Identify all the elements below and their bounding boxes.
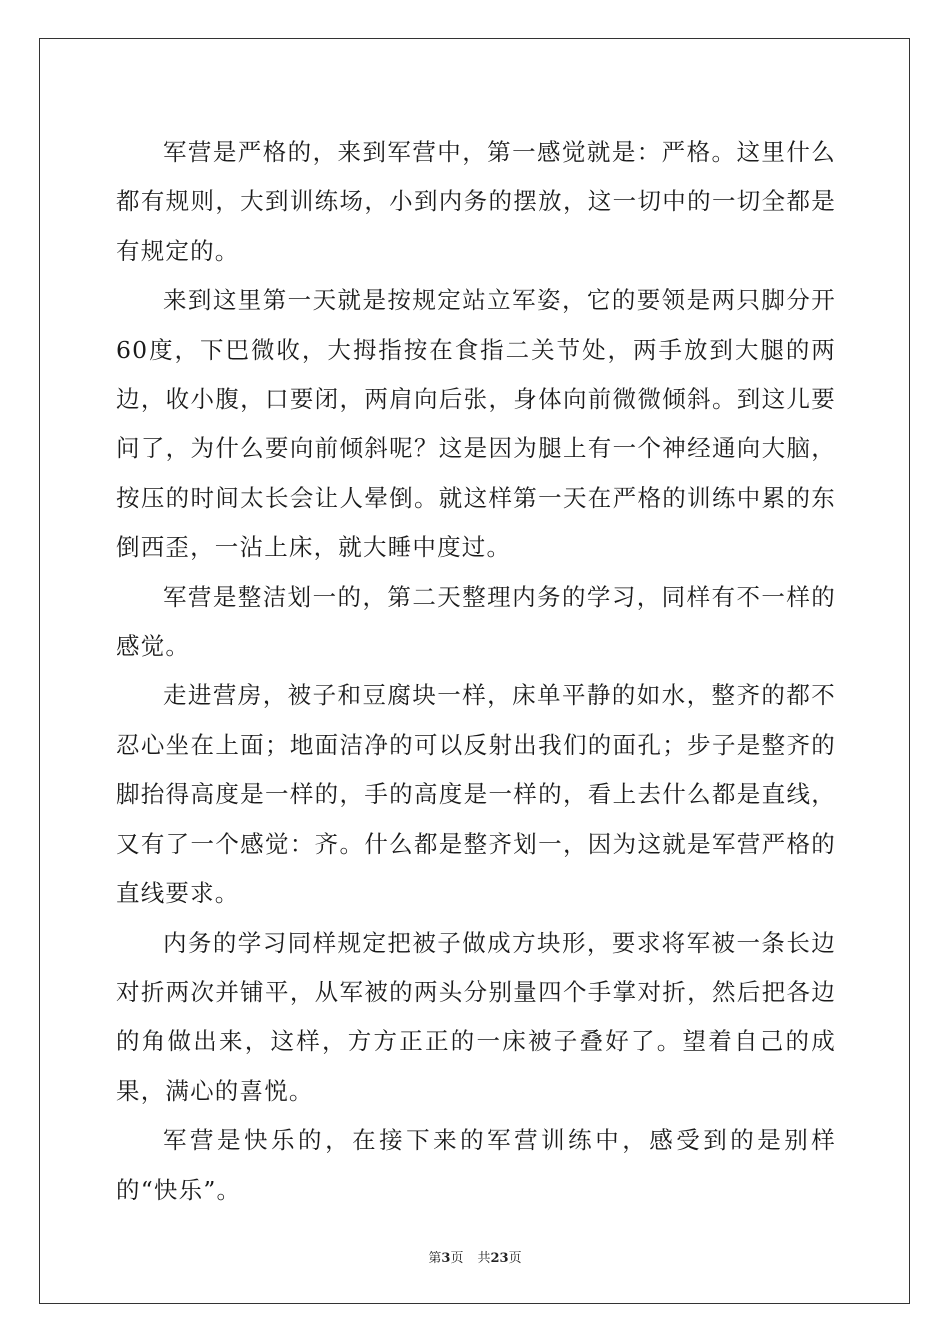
paragraph: 军营是快乐的，在接下来的军营训练中，感受到的是别样的“快乐”。 bbox=[116, 1126, 836, 1204]
paragraph: 来到这里第一天就是按规定站立军姿，它的要领是两只脚分开60度，下巴微收，大拇指按在食指二关节处，两手放到大腿的两边，收小腹，口要闭，两肩向后张，身体向前微微倾斜。到这儿要问了，为什么要向前倾斜呢？这是因为腿上有一个神经通向大脑，按压的时间太长会让人晕倒。就这样第一天在严格的训练中累的东倒西歪，一沾上床，就大睡中度过。 bbox=[116, 286, 836, 562]
paragraph: 军营是整洁划一的，第二天整理内务的学习，同样有不一样的感觉。 bbox=[116, 582, 836, 661]
document-body bbox=[116, 128, 836, 1215]
paragraph: 军营是严格的，来到军营中，第一感觉就是：严格。这里什么都有规则，大到训练场，小到内务的摆放，这一切中的一切全都是有规定的。 bbox=[116, 138, 836, 265]
current-page-number: 3 bbox=[441, 1251, 451, 1266]
paragraph: 走进营房，被子和豆腐块一样，床单平静的如水，整齐的都不忍心坐在上面；地面洁净的可以反射出我们的面孔；步子是整齐的脚抬得高度是一样的，手的高度是一样的，看上去什么都是直线，又有了一个感觉：齐。什么都是整齐划一，因为这就是军营严格的直线要求。 bbox=[116, 681, 836, 908]
page-suffix: 页 bbox=[450, 1251, 464, 1266]
page-prefix: 第 bbox=[428, 1251, 442, 1266]
total-prefix: 共 bbox=[477, 1251, 491, 1266]
page-footer bbox=[0, 1247, 950, 1266]
total-suffix: 页 bbox=[508, 1251, 522, 1266]
total-page-count: 23 bbox=[490, 1251, 509, 1266]
paragraph: 内务的学习同样规定把被子做成方块形，要求将军被一条长边对折两次并铺平，从军被的两头分别量四个手掌对折，然后把各边的角做出来，这样，方方正正的一床被子叠好了。望着自己的成果，满心的喜悦。 bbox=[116, 928, 836, 1105]
